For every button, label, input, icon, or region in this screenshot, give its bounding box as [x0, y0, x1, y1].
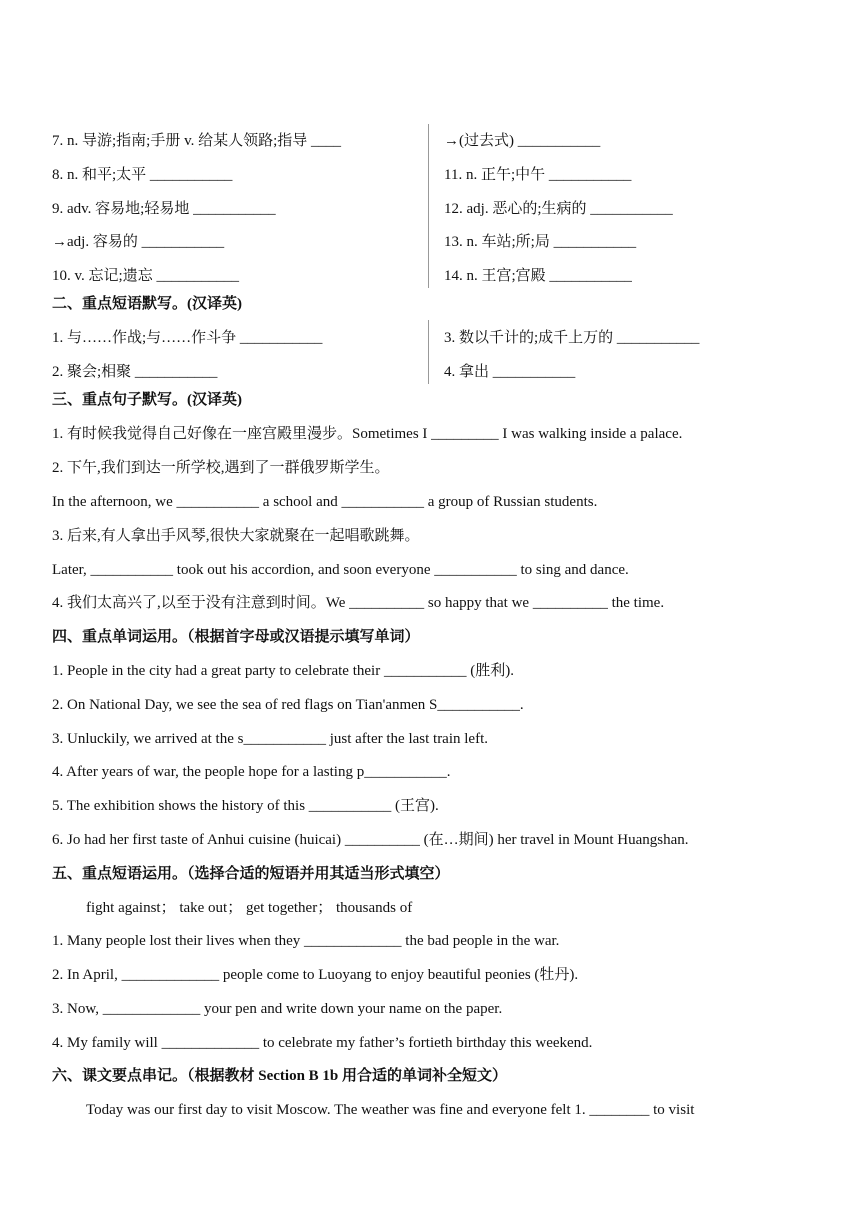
sentence-line-1: 1. 有时候我觉得自己好像在一座宫殿里漫步。Sometimes I _________ I was walking inside a palace.: [52, 426, 683, 442]
phrase-usage-1: 1. Many people lost their lives when they _____________ the bad people in the war.: [52, 933, 560, 949]
vocab-item-7: 7. n. 导游;指南;手册 v. 给某人领路;指导 ____: [52, 133, 342, 149]
phrase-usage-4: 4. My family will _____________ to celebrate my father’s fortieth birthday this weekend.: [52, 1035, 593, 1051]
phrase-usage-2: 2. In April, _____________ people come to Luoyang to enjoy beautiful peonies (牡丹).: [52, 967, 579, 983]
phrase-usage-3: 3. Now, _____________ your pen and write down your name on the paper.: [52, 1001, 503, 1017]
section-3-heading: 三、重点句子默写。(汉译英): [52, 392, 242, 408]
word-usage-5: 5. The exhibition shows the history of this ___________ (王宫).: [52, 798, 439, 814]
section-2-heading: 二、重点短语默写。(汉译英): [52, 296, 242, 312]
phrase-item-2: 2. 聚会;相聚 ___________: [52, 364, 218, 380]
sentence-line-5: Later, ___________ took out his accordion, and soon everyone ___________ to sing and dance.: [52, 562, 629, 578]
word-usage-4: 4. After years of war, the people hope for a lasting p___________.: [52, 764, 451, 780]
vocab-item-10: 10. v. 忘记;遗忘 ___________: [52, 268, 239, 284]
vocab-item-8: 8. n. 和平;太平 ___________: [52, 167, 233, 183]
passage-first-line: Today was our first day to visit Moscow. The weather was fine and everyone felt 1. ________ to visit: [86, 1102, 695, 1118]
sentence-line-4: 3. 后来,有人拿出手风琴,很快大家就聚在一起唱歌跳舞。: [52, 528, 420, 544]
vocab-item-12: 12. adj. 恶心的;生病的 ___________: [444, 201, 673, 217]
phrase-item-4: 4. 拿出 ___________: [444, 364, 576, 380]
word-usage-2: 2. On National Day, we see the sea of red flags on Tian'anmen S___________.: [52, 697, 524, 713]
vocab-item-14: 14. n. 王宫;宫殿 ___________: [444, 268, 632, 284]
phrase-item-1: 1. 与……作战;与……作斗争 ___________: [52, 330, 323, 346]
vocab-item-11: 11. n. 正午;中午 ___________: [444, 167, 632, 183]
vocab-item-13: 13. n. 车站;所;局 ___________: [444, 234, 637, 250]
sentence-line-2: 2. 下午,我们到达一所学校,遇到了一群俄罗斯学生。: [52, 460, 390, 476]
sentence-line-3: In the afternoon, we ___________ a school and ___________ a group of Russian students.: [52, 494, 598, 510]
column-divider-2: [428, 320, 429, 384]
word-usage-6: 6. Jo had her first taste of Anhui cuisine (huicai) __________ (在…期间) her travel in Mount Huangshan.: [52, 832, 689, 848]
section-5-heading: 五、重点短语运用。（选择合适的短语并用其适当形式填空）: [52, 866, 450, 882]
word-usage-1: 1. People in the city had a great party to celebrate their ___________ (胜利).: [52, 663, 514, 679]
section-6-heading: 六、课文要点串记。（根据教材 Section B 1b 用合适的单词补全短文）: [52, 1068, 508, 1084]
vocab-item-9-adj: →adj. 容易的 ___________: [52, 234, 225, 250]
word-usage-3: 3. Unluckily, we arrived at the s___________ just after the last train left.: [52, 731, 488, 747]
phrase-bank: fight against； take out； get together； thousands of: [86, 900, 413, 916]
column-divider: [428, 124, 429, 288]
section-4-heading: 四、重点单词运用。（根据首字母或汉语提示填写单词）: [52, 629, 420, 645]
phrase-item-3: 3. 数以千计的;成千上万的 ___________: [444, 330, 700, 346]
vocab-item-past-tense: →(过去式) ___________: [444, 133, 601, 149]
sentence-line-6: 4. 我们太高兴了,以至于没有注意到时间。We __________ so happy that we __________ the time.: [52, 595, 665, 611]
vocab-item-9: 9. adv. 容易地;轻易地 ___________: [52, 201, 276, 217]
